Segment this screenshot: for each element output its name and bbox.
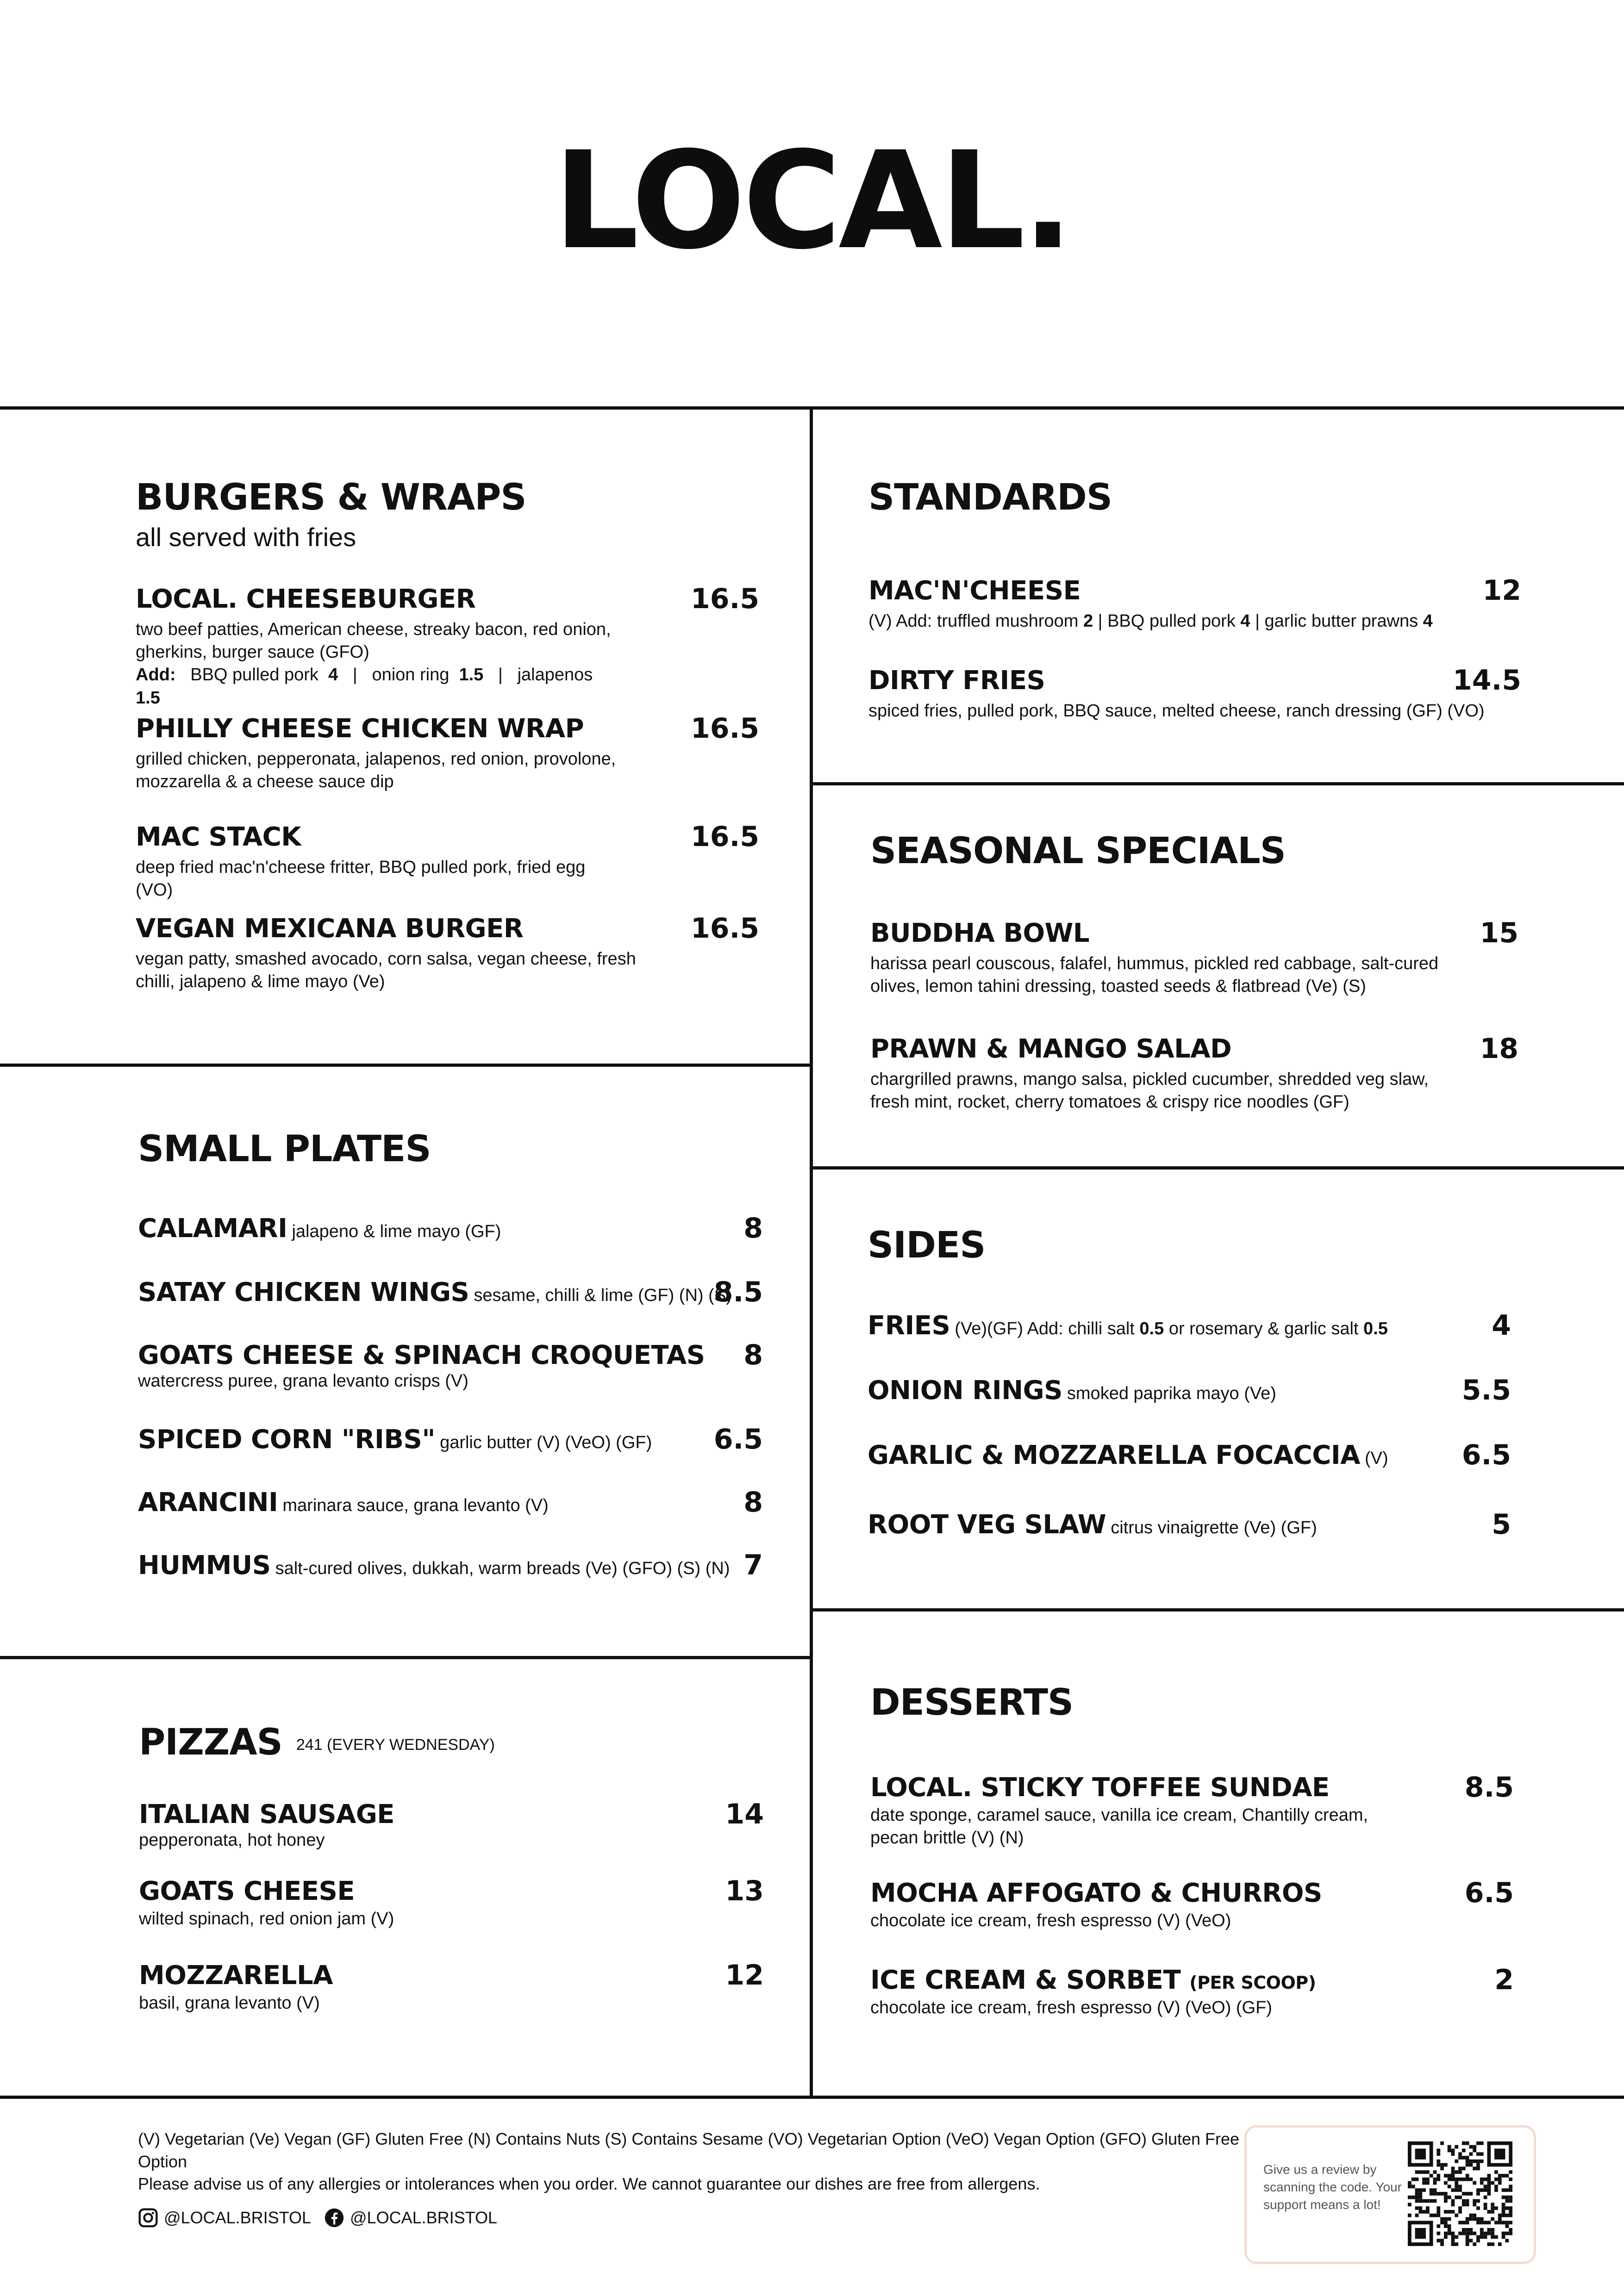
item-price: 8.5 [713,1276,763,1308]
menu-item [868,1508,1511,1541]
item-name: GOATS CHEESE & SPINACH CROQUETAS [138,1340,705,1370]
review-card[interactable] [1244,2125,1536,2264]
allergy-notice: Please advise us of any allergies or intolerances when you order. We cannot guarantee our dishes are free from allergens. [138,2174,1040,2194]
divider-right-1 [811,782,1624,785]
section-title: SMALL PLATES [138,1128,431,1170]
footer-legend [138,2128,1249,2196]
item-inline-description: citrus vinaigrette (Ve) (GF) [1111,1518,1317,1537]
item-name: SATAY CHICKEN WINGS sesame, chilli & lime (GF) (N) (S) [138,1277,732,1307]
instagram-handle: @LOCAL.BRISTOL [164,2208,311,2227]
item-inline-description: smoked paprika mayo (Ve) [1067,1384,1276,1403]
menu-item [138,1551,763,1580]
divider-center [810,406,813,2097]
item-price: 16.5 [690,583,759,615]
item-description: basil, grana levanto (V) [139,1993,320,2013]
item-name: GARLIC & MOZZARELLA FOCACCIA (V) [868,1440,1388,1470]
menu-item [870,1879,1514,1932]
item-price: 6.5 [1464,1877,1514,1909]
item-description: pepperonata, hot honey [139,1830,325,1850]
item-name: BUDDHA BOWL [870,918,1090,948]
item-name: MAC STACK [136,822,301,852]
item-price: 5 [1492,1508,1511,1541]
facebook-handle: @LOCAL.BRISTOL [350,2208,497,2227]
item-description: chocolate ice cream, fresh espresso (V) (VeO) (GF) [870,1997,1272,2017]
section-subtitle: all served with fries [136,523,356,552]
item-name: MOZZARELLA [139,1960,333,1991]
item-name: PHILLY CHEESE CHICKEN WRAP [136,714,584,744]
menu-item [138,1488,763,1517]
item-price: 13 [725,1875,764,1907]
menu-item [136,912,759,993]
item-inline-description: salt-cured olives, dukkah, warm breads (Ve) (GFO) (S) (N) [275,1559,730,1578]
item-name: GOATS CHEESE [139,1876,355,1906]
brand-logo: LOCAL. [553,123,1071,279]
item-inline-description: (Ve)(GF) Add: chilli salt 0.5 or rosemary & garlic salt 0.5 [955,1319,1388,1338]
section-small-plates [138,1128,763,1617]
item-description: deep fried mac'n'cheese fritter, BBQ pulled pork, fried egg (VO) [136,857,586,900]
divider-bottom [0,2096,1624,2099]
item-name: MAC'N'CHEESE [868,576,1081,606]
item-name: ARANCINI marinara sauce, grana levanto (V) [138,1487,549,1518]
item-name: DIRTY FRIES [868,666,1045,696]
item-description: wilted spinach, red onion jam (V) [139,1909,394,1929]
item-name: ITALIAN SAUSAGE [139,1799,395,1829]
item-inline-description: jalapeno & lime mayo (GF) [292,1222,501,1241]
item-price: 8 [743,1212,763,1244]
menu-item [868,1376,1511,1405]
item-name: VEGAN MEXICANA BURGER [136,914,524,944]
section-pizzas [139,1724,764,2076]
item-suffix: (PER SCOOP) [1189,1972,1316,1993]
item-name: LOCAL. STICKY TOFFEE SUNDAE [870,1773,1330,1803]
section-title: BURGERS & WRAPS [136,477,526,518]
item-name: PRAWN & MANGO SALAD [870,1034,1232,1064]
item-inline-description: sesame, chilli & lime (GF) (N) (S) [474,1286,732,1305]
item-name: SPICED CORN "RIBS" garlic butter (V) (VeO) (GF) [138,1425,652,1455]
dietary-legend: (V) Vegetarian (Ve) Vegan (GF) Gluten Free (N) Contains Nuts (S) Contains Sesame (VO) Vegetarian Option (VeO) Vegan Option (GFO) Gluten Free Option [138,2129,1240,2171]
divider-right-2 [811,1166,1624,1170]
menu-item [139,1961,764,2015]
menu-item [138,1214,763,1243]
section-burgers [136,479,759,1035]
menu-item [139,1877,764,1930]
item-description: spiced fries, pulled pork, BBQ sauce, melted cheese, ranch dressing (GF) (VO) [868,701,1485,721]
item-name: ROOT VEG SLAW citrus vinaigrette (Ve) (GF) [868,1510,1317,1540]
menu-item [138,1341,763,1393]
menu-item [870,1773,1514,1849]
item-description: (V) Add: truffled mushroom 2 | BBQ pulled pork 4 | garlic butter prawns 4 [868,611,1433,631]
item-price: 12 [725,1959,764,1991]
section-title: PIZZAS 241 (EVERY WEDNESDAY) [139,1722,495,1763]
instagram-icon [138,2208,158,2228]
section-seasonal [870,830,1518,1129]
section-title: STANDARDS [868,477,1112,518]
facebook-icon [324,2208,344,2228]
item-price: 6.5 [713,1423,763,1456]
item-price: 16.5 [690,712,759,745]
item-description: harissa pearl couscous, falafel, hummus, pickled red cabbage, salt-cured olives, lemon tahini dressing, toasted seeds & flatbread (Ve) (S) [870,953,1439,996]
item-price: 7 [743,1549,763,1581]
item-inline-description: (V) [1365,1449,1388,1468]
item-description: chargrilled prawns, mango salsa, pickled cucumber, shredded veg slaw, fresh mint, rocket, cherry tomatoes & crispy rice noodles (GF) [870,1069,1429,1112]
item-inline-description: garlic butter (V) (VeO) (GF) [440,1433,652,1452]
item-price: 8 [743,1486,763,1518]
menu-item [138,1278,763,1307]
item-inline-description: marinara sauce, grana levanto (V) [282,1496,549,1515]
menu-item [136,585,759,709]
section-sides [868,1227,1511,1561]
item-price: 16.5 [690,912,759,945]
item-price: 4 [1492,1309,1511,1342]
menu-item [868,574,1521,633]
item-description: vegan patty, smashed avocado, corn salsa, vegan cheese, fresh chilli, jalapeno & lime mayo (Ve) [136,949,636,991]
item-name: HUMMUS salt-cured olives, dukkah, warm breads (Ve) (GFO) (S) (N) [138,1550,730,1580]
section-desserts [870,1682,1514,2064]
instagram-link[interactable] [138,2208,311,2228]
item-price: 16.5 [690,821,759,853]
item-name: FRIES (Ve)(GF) Add: chilli salt 0.5 or rosemary & garlic salt 0.5 [868,1311,1388,1341]
item-description: two beef patties, American cheese, streaky bacon, red onion, gherkins, burger sauce (GFO) Add: BBQ pulled pork 4 | onion ring 1.5 | jalapenos 1.5 [136,619,611,708]
item-price: 5.5 [1462,1374,1511,1406]
item-name: LOCAL. CHEESEBURGER [136,584,476,614]
menu-item [868,1309,1511,1342]
item-price: 2 [1494,1964,1514,1996]
item-price: 12 [1482,574,1521,607]
item-price: 14 [725,1798,764,1830]
menu-item [868,666,1521,722]
section-standards [868,479,1521,739]
item-name: MOCHA AFFOGATO & CHURROS [870,1878,1322,1908]
menu-item [870,1035,1518,1114]
divider-left-1 [0,1064,811,1067]
item-price: 6.5 [1462,1439,1511,1471]
item-name: CALAMARI jalapeno & lime mayo (GF) [138,1213,501,1244]
menu-item [870,919,1518,998]
menu-item [136,823,759,902]
item-name: ONION RINGS smoked paprika mayo (Ve) [868,1375,1276,1406]
item-description: date sponge, caramel sauce, vanilla ice cream, Chantilly cream, pecan brittle (V) (N) [870,1805,1368,1848]
menu-item [136,712,759,793]
item-description: grilled chicken, pepperonata, jalapenos, red onion, provolone, mozzarella & a cheese sauce dip [136,749,616,791]
section-title: DESSERTS [870,1682,1074,1724]
item-price: 15 [1480,917,1518,949]
item-name: ICE CREAM & SORBET (PER SCOOP) [870,1965,1316,1995]
item-price: 18 [1480,1033,1518,1065]
menu-item [139,1800,764,1852]
menu-item [138,1425,763,1454]
divider-right-3 [811,1608,1624,1612]
review-text: Give us a review by scanning the code. Your support means a lot! [1263,2162,1402,2212]
item-price: 14.5 [1452,664,1521,697]
item-price: 8.5 [1464,1771,1514,1804]
menu-item [870,1966,1514,2019]
qr-code-icon[interactable] [1408,2141,1512,2246]
item-description: chocolate ice cream, fresh espresso (V) (VeO) [870,1910,1231,1930]
item-description: watercress puree, grana levanto crisps (V) [138,1371,468,1391]
divider-left-2 [0,1656,811,1659]
facebook-link[interactable] [324,2208,497,2228]
menu-item [868,1441,1511,1470]
pizza-offer-tag: 241 (EVERY WEDNESDAY) [296,1736,495,1754]
section-title: SEASONAL SPECIALS [870,830,1286,872]
section-title: SIDES [868,1225,986,1266]
item-price: 8 [743,1339,763,1371]
